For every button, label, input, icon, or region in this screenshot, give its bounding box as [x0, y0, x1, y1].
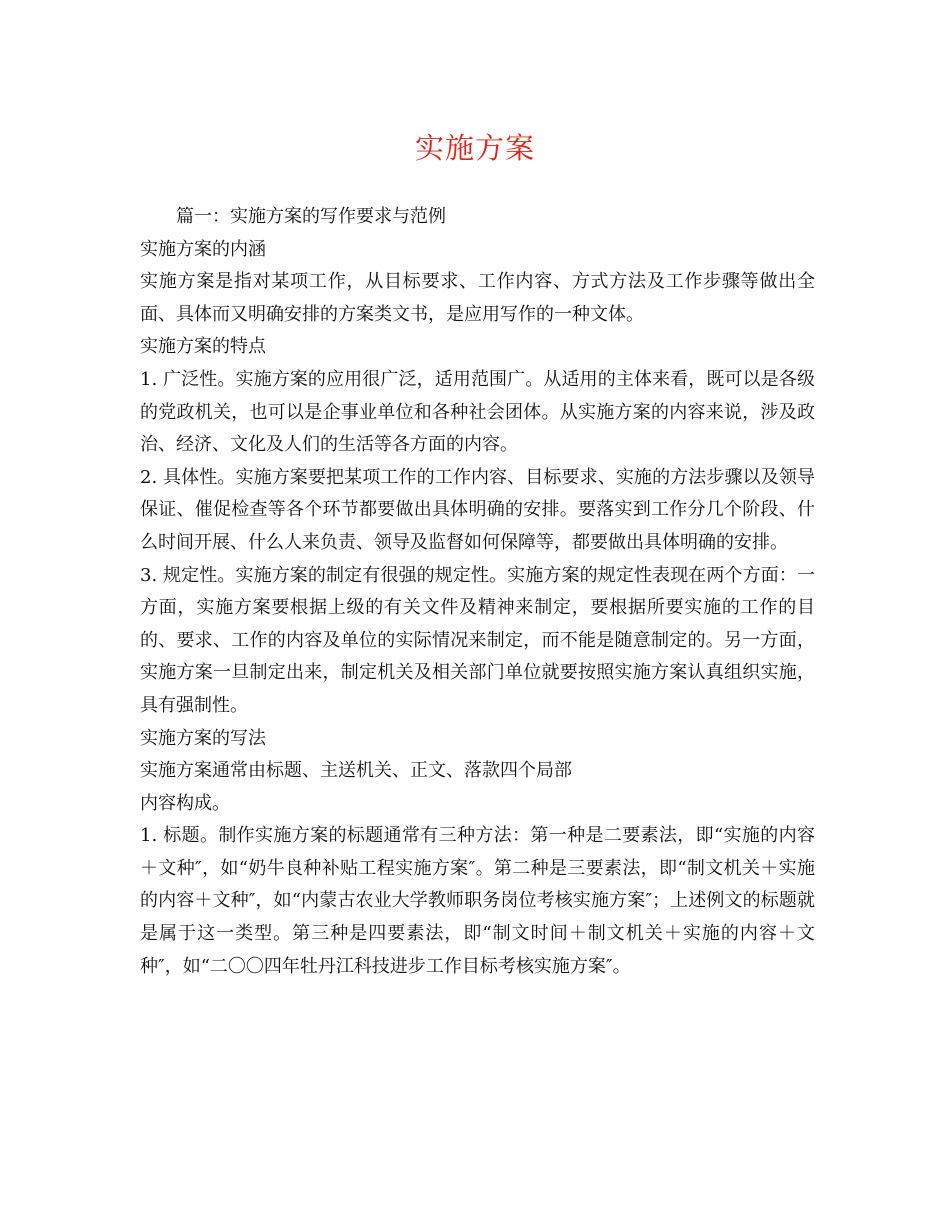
subheading-writing-method: 实施方案的写法 — [140, 727, 266, 749]
subheading-features: 实施方案的特点 — [140, 336, 266, 358]
paragraph-connotation: 实施方案是指对某项工作，从目标要求、工作内容、方式方法及工作步骤等做出全面、具体而又明确安排的方案类文书，是应用写作的一种文体。 — [140, 271, 815, 325]
paragraph-feature-1: 1. 广泛性。实施方案的应用很广泛，适用范围广。从适用的主体来看，既可以是各级的党政机关，也可以是企事业单位和各种社会团体。从实施方案的内容来说，涉及政治、经济、文化及人们的生活等各方面的内容。 — [140, 368, 815, 456]
document-body — [140, 201, 815, 983]
paragraph-title-methods: 1. 标题。制作实施方案的标题通常有三种方法：第一种是二要素法，即“实施的内容＋文种″，如“奶牛良种补贴工程实施方案″。第二种是三要素法，即“制文机关＋实施的内容＋文种″，如“内蒙古农业大学教师职务岗位考核实施方案″；上述例文的标题就是属于这一类型。第三种是四要素法，即“制文时间＋制文机关＋实施的内容＋文种″，如“二〇〇四年牡丹江科技进步工作目标考核实施方案″。 — [140, 825, 815, 977]
paragraph-feature-3: 3. 规定性。实施方案的制定有很强的规定性。实施方案的规定性表现在两个方面：一方面，实施方案要根据上级的有关文件及精神来制定，要根据所要实施的工作的目的、要求、工作的内容及单位的实际情况来制定，而不能是随意制定的。另一方面，实施方案一旦制定出来，制定机关及相关部门单位就要按照实施方案认真组织实施，具有强制性。 — [140, 564, 815, 716]
subheading-connotation: 实施方案的内涵 — [140, 238, 266, 260]
paragraph-structure-line-2: 内容构成。 — [140, 792, 230, 814]
paragraph-feature-2: 2. 具体性。实施方案要把某项工作的工作内容、目标要求、实施的方法步骤以及领导保证、催促检查等各个环节都要做出具体明确的安排。要落实到工作分几个阶段、什么时间开展、什么人来负责、领导及监督如何保障等，都要做出具体明确的安排。 — [140, 466, 815, 553]
section-heading-article-one: 篇一：实施方案的写作要求与范例 — [176, 206, 446, 227]
document-title: 实施方案 — [414, 131, 535, 165]
paragraph-structure-line-1: 实施方案通常由标题、主送机关、正文、落款四个局部 — [140, 760, 572, 782]
